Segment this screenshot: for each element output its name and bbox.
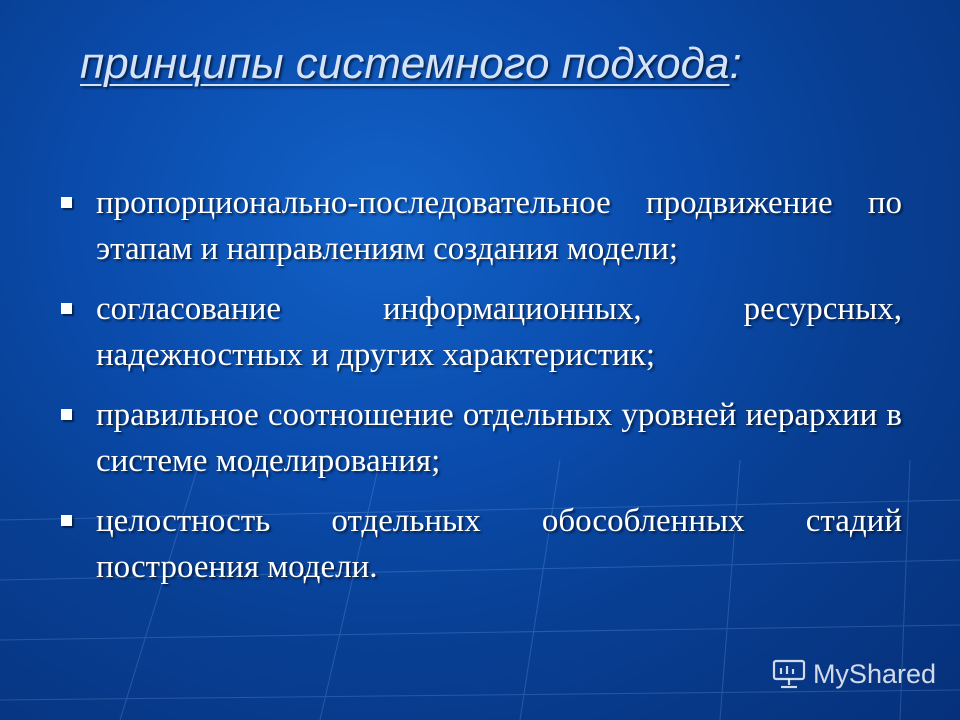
slide-title [80,38,742,90]
myshared-logo-icon [771,658,807,690]
square-bullet-icon [61,409,72,420]
myshared-watermark[interactable] [771,658,936,690]
list-item [58,392,902,484]
list-item-text: согласование информационных, ресурсных, надежностных и других характеристик; [96,291,902,373]
square-bullet-icon [61,303,72,314]
watermark-text: MyShared [812,658,936,689]
slide-title-main: принципы системного подхода [80,39,730,88]
list-item [58,180,902,272]
square-bullet-icon [61,197,72,208]
list-item-text: правильное соотношение отдельных уровней иерархии в системе моделирования; [96,397,902,479]
square-bullet-icon [61,515,72,526]
slide-title-suffix: : [729,39,742,88]
list-item-text: пропорционально-последовательное продвижение по этапам и направлениям создания модели; [96,185,902,267]
principles-list [58,180,902,604]
list-item [58,286,902,378]
list-item-text: целостность отдельных обособленных стадий построения модели. [96,503,902,585]
list-item [58,498,902,590]
